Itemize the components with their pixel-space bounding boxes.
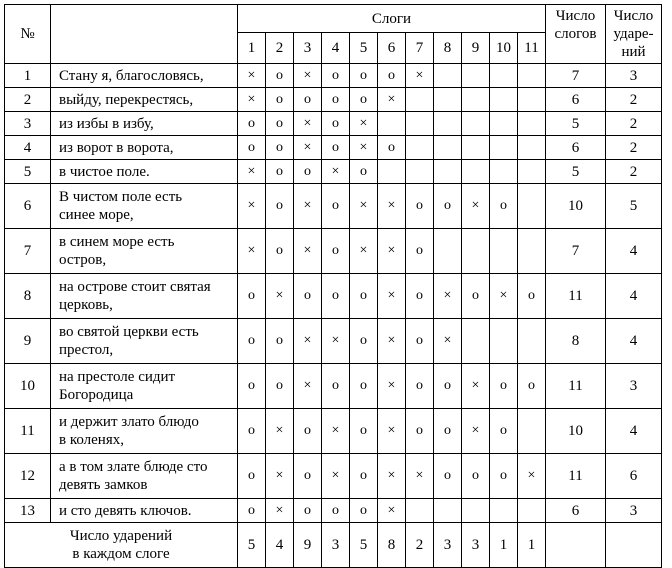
stress-count: 4 bbox=[606, 409, 662, 454]
row-number: 4 bbox=[5, 136, 51, 160]
unstressed-mark: о bbox=[434, 364, 462, 409]
verse-line-part: в синем море есть bbox=[59, 234, 175, 250]
syllable-count: 5 bbox=[546, 112, 606, 136]
empty-cell bbox=[518, 112, 546, 136]
unstressed-mark: о bbox=[322, 364, 350, 409]
verse-line-part: В чистом поле есть bbox=[59, 189, 183, 205]
row-number: 2 bbox=[5, 88, 51, 112]
verse-line bbox=[51, 454, 238, 499]
unstressed-mark: о bbox=[406, 409, 434, 454]
unstressed-mark: о bbox=[294, 499, 322, 523]
stressed-mark: × bbox=[378, 409, 406, 454]
stress-per-syllable: 4 bbox=[266, 523, 294, 568]
empty-cell bbox=[490, 499, 518, 523]
stress-per-syllable: 8 bbox=[378, 523, 406, 568]
stressed-mark: × bbox=[462, 184, 490, 229]
stress-count: 3 bbox=[606, 499, 662, 523]
empty-cell bbox=[490, 64, 518, 88]
syllable-number-11: 11 bbox=[518, 33, 546, 64]
empty-cell bbox=[462, 88, 490, 112]
verse-line bbox=[51, 88, 238, 112]
unstressed-mark: о bbox=[350, 64, 378, 88]
syllable-count: 6 bbox=[546, 136, 606, 160]
stress-count: 2 bbox=[606, 112, 662, 136]
stressed-mark: × bbox=[462, 409, 490, 454]
unstressed-mark: о bbox=[406, 274, 434, 319]
syllable-count: 6 bbox=[546, 88, 606, 112]
unstressed-mark: о bbox=[238, 112, 266, 136]
syllable-number-4: 4 bbox=[322, 33, 350, 64]
empty-cell bbox=[518, 64, 546, 88]
empty-cell bbox=[434, 160, 462, 184]
syllable-count: 7 bbox=[546, 64, 606, 88]
verse-line-part: остров, bbox=[59, 252, 107, 268]
syllable-count: 7 bbox=[546, 229, 606, 274]
syllable-count: 10 bbox=[546, 184, 606, 229]
empty-cell bbox=[490, 160, 518, 184]
unstressed-mark: о bbox=[350, 454, 378, 499]
verse-line bbox=[51, 364, 238, 409]
unstressed-mark: о bbox=[322, 274, 350, 319]
unstressed-mark: о bbox=[462, 274, 490, 319]
empty-cell bbox=[434, 64, 462, 88]
unstressed-mark: о bbox=[350, 88, 378, 112]
unstressed-mark: о bbox=[266, 184, 294, 229]
table-row bbox=[5, 319, 662, 364]
stress-per-syllable: 3 bbox=[434, 523, 462, 568]
row-number: 7 bbox=[5, 229, 51, 274]
row-number: 8 bbox=[5, 274, 51, 319]
stressed-mark: × bbox=[350, 136, 378, 160]
stressed-mark: × bbox=[518, 454, 546, 499]
verse-line bbox=[51, 274, 238, 319]
verse-line-part: из избы в избу, bbox=[59, 115, 154, 132]
empty-cell bbox=[490, 136, 518, 160]
stress-count: 4 bbox=[606, 229, 662, 274]
unstressed-mark: о bbox=[238, 136, 266, 160]
stressed-mark: × bbox=[294, 64, 322, 88]
verse-line bbox=[51, 319, 238, 364]
verse-line-part: Богородица bbox=[59, 387, 134, 403]
stressed-mark: × bbox=[294, 364, 322, 409]
unstressed-mark: о bbox=[434, 454, 462, 499]
stressed-mark: × bbox=[322, 409, 350, 454]
unstressed-mark: о bbox=[294, 409, 322, 454]
unstressed-mark: о bbox=[350, 274, 378, 319]
table-row bbox=[5, 160, 662, 184]
stress-per-syllable: 3 bbox=[322, 523, 350, 568]
empty-cell bbox=[546, 523, 606, 568]
unstressed-mark: о bbox=[238, 364, 266, 409]
syllable-number-9: 9 bbox=[462, 33, 490, 64]
unstressed-mark: о bbox=[322, 499, 350, 523]
unstressed-mark: о bbox=[490, 184, 518, 229]
table-row bbox=[5, 409, 662, 454]
verse-line bbox=[51, 499, 238, 523]
stress-count: 2 bbox=[606, 136, 662, 160]
stressed-mark: × bbox=[294, 319, 322, 364]
empty-cell bbox=[378, 160, 406, 184]
empty-cell bbox=[462, 319, 490, 364]
stress-per-syllable: 5 bbox=[350, 523, 378, 568]
unstressed-mark: о bbox=[518, 364, 546, 409]
stressed-mark: × bbox=[266, 409, 294, 454]
syllable-number-6: 6 bbox=[378, 33, 406, 64]
unstressed-mark: о bbox=[378, 136, 406, 160]
syllable-count: 11 bbox=[546, 364, 606, 409]
empty-cell bbox=[434, 136, 462, 160]
unstressed-mark: о bbox=[266, 229, 294, 274]
empty-cell bbox=[518, 319, 546, 364]
verse-line-part: Стану я, благословясь, bbox=[59, 67, 204, 84]
unstressed-mark: о bbox=[490, 409, 518, 454]
stress-per-syllable: 3 bbox=[462, 523, 490, 568]
unstressed-mark: о bbox=[350, 319, 378, 364]
empty-cell bbox=[434, 112, 462, 136]
table-row bbox=[5, 274, 662, 319]
stressed-mark: × bbox=[378, 184, 406, 229]
stressed-mark: × bbox=[378, 499, 406, 523]
unstressed-mark: о bbox=[462, 454, 490, 499]
unstressed-mark: о bbox=[294, 160, 322, 184]
stressed-mark: × bbox=[378, 364, 406, 409]
empty-cell bbox=[462, 499, 490, 523]
unstressed-mark: о bbox=[294, 454, 322, 499]
unstressed-mark: о bbox=[378, 64, 406, 88]
syllable-count: 5 bbox=[546, 160, 606, 184]
stressed-mark: × bbox=[238, 229, 266, 274]
verse-line-part: в чистое поле. bbox=[59, 163, 150, 180]
unstressed-mark: о bbox=[350, 160, 378, 184]
unstressed-mark: о bbox=[238, 319, 266, 364]
verse-line bbox=[51, 229, 238, 274]
verse-line-part: престол, bbox=[59, 342, 114, 358]
syllable-number-2: 2 bbox=[266, 33, 294, 64]
unstressed-mark: о bbox=[406, 229, 434, 274]
stress-per-syllable: 1 bbox=[518, 523, 546, 568]
empty-cell bbox=[406, 160, 434, 184]
stressed-mark: × bbox=[322, 454, 350, 499]
stressed-mark: × bbox=[378, 319, 406, 364]
unstressed-mark: о bbox=[266, 319, 294, 364]
stressed-mark: × bbox=[238, 64, 266, 88]
empty-cell bbox=[462, 160, 490, 184]
empty-cell bbox=[518, 88, 546, 112]
stress-per-syllable: 1 bbox=[490, 523, 518, 568]
verse-line-part: выйду, перекрестясь, bbox=[59, 91, 194, 108]
verse-line-part: из ворот в ворота, bbox=[59, 139, 174, 156]
stressed-mark: × bbox=[378, 274, 406, 319]
footer-label-part: в каждом слоге bbox=[72, 546, 170, 562]
stress-per-syllable: 5 bbox=[238, 523, 266, 568]
stressed-mark: × bbox=[322, 160, 350, 184]
empty-cell bbox=[406, 88, 434, 112]
unstressed-mark: о bbox=[322, 184, 350, 229]
stressed-mark: × bbox=[266, 454, 294, 499]
stressed-mark: × bbox=[378, 229, 406, 274]
verse-line-part: на острове стоит святая bbox=[59, 279, 211, 295]
empty-cell bbox=[490, 319, 518, 364]
stress-count: 5 bbox=[606, 184, 662, 229]
stressed-mark: × bbox=[322, 319, 350, 364]
syllable-stress-table bbox=[4, 4, 662, 568]
stress-per-syllable: 9 bbox=[294, 523, 322, 568]
stressed-mark: × bbox=[350, 229, 378, 274]
syllable-number-8: 8 bbox=[434, 33, 462, 64]
unstressed-mark: о bbox=[266, 160, 294, 184]
stressed-mark: × bbox=[350, 184, 378, 229]
stressed-mark: × bbox=[350, 112, 378, 136]
verse-line-part: девять замков bbox=[59, 477, 148, 493]
stressed-mark: × bbox=[294, 229, 322, 274]
empty-cell bbox=[518, 136, 546, 160]
verse-line-part: а в том злате блюде сто bbox=[59, 459, 208, 475]
stressed-mark: × bbox=[238, 184, 266, 229]
unstressed-mark: о bbox=[266, 64, 294, 88]
empty-cell bbox=[434, 88, 462, 112]
footer-label bbox=[5, 523, 238, 568]
unstressed-mark: о bbox=[434, 409, 462, 454]
stressed-mark: × bbox=[406, 64, 434, 88]
verse-line-part: и сто девять ключов. bbox=[59, 502, 192, 519]
verse-line-part: на престоле сидит bbox=[59, 369, 176, 385]
empty-cell bbox=[490, 112, 518, 136]
unstressed-mark: о bbox=[490, 454, 518, 499]
verse-line bbox=[51, 64, 238, 88]
stressed-mark: × bbox=[406, 454, 434, 499]
unstressed-mark: о bbox=[294, 274, 322, 319]
unstressed-mark: о bbox=[490, 364, 518, 409]
stressed-mark: × bbox=[490, 274, 518, 319]
stressed-mark: × bbox=[294, 112, 322, 136]
header-syllable-count: Число слогов bbox=[546, 5, 606, 64]
footer-label-part: Число ударений bbox=[69, 528, 173, 544]
stress-count: 2 bbox=[606, 160, 662, 184]
stress-count: 4 bbox=[606, 274, 662, 319]
stressed-mark: × bbox=[378, 454, 406, 499]
verse-line bbox=[51, 136, 238, 160]
table-row bbox=[5, 136, 662, 160]
syllable-number-1: 1 bbox=[238, 33, 266, 64]
row-number: 12 bbox=[5, 454, 51, 499]
stress-per-syllable: 2 bbox=[406, 523, 434, 568]
empty-cell bbox=[518, 160, 546, 184]
unstressed-mark: о bbox=[350, 364, 378, 409]
empty-cell bbox=[606, 523, 662, 568]
table-row bbox=[5, 229, 662, 274]
stressed-mark: × bbox=[238, 160, 266, 184]
stress-count: 3 bbox=[606, 64, 662, 88]
row-number: 9 bbox=[5, 319, 51, 364]
stressed-mark: × bbox=[462, 364, 490, 409]
empty-cell bbox=[518, 409, 546, 454]
unstressed-mark: о bbox=[350, 499, 378, 523]
verse-line-part: в коленях, bbox=[59, 432, 124, 448]
unstressed-mark: о bbox=[406, 184, 434, 229]
row-number: 3 bbox=[5, 112, 51, 136]
table-row bbox=[5, 64, 662, 88]
syllable-number-10: 10 bbox=[490, 33, 518, 64]
unstressed-mark: о bbox=[406, 319, 434, 364]
stressed-mark: × bbox=[294, 184, 322, 229]
table-row bbox=[5, 499, 662, 523]
empty-cell bbox=[462, 136, 490, 160]
empty-cell bbox=[518, 229, 546, 274]
header-syllables: Слоги bbox=[238, 5, 546, 33]
row-number: 5 bbox=[5, 160, 51, 184]
stress-count: 6 bbox=[606, 454, 662, 499]
stress-count: 2 bbox=[606, 88, 662, 112]
verse-line-part: синее море, bbox=[59, 207, 134, 223]
syllable-number-3: 3 bbox=[294, 33, 322, 64]
stressed-mark: × bbox=[434, 319, 462, 364]
unstressed-mark: о bbox=[238, 274, 266, 319]
table-row bbox=[5, 112, 662, 136]
empty-cell bbox=[518, 499, 546, 523]
empty-cell bbox=[406, 499, 434, 523]
verse-line bbox=[51, 112, 238, 136]
unstressed-mark: о bbox=[322, 64, 350, 88]
unstressed-mark: о bbox=[434, 184, 462, 229]
unstressed-mark: о bbox=[266, 112, 294, 136]
row-number: 6 bbox=[5, 184, 51, 229]
empty-cell bbox=[434, 229, 462, 274]
empty-cell bbox=[434, 499, 462, 523]
unstressed-mark: о bbox=[322, 88, 350, 112]
table-row bbox=[5, 364, 662, 409]
unstressed-mark: о bbox=[322, 136, 350, 160]
row-number: 11 bbox=[5, 409, 51, 454]
empty-cell bbox=[462, 64, 490, 88]
verse-line bbox=[51, 409, 238, 454]
unstressed-mark: о bbox=[294, 88, 322, 112]
footer-row bbox=[5, 523, 662, 568]
row-number: 10 bbox=[5, 364, 51, 409]
stress-count: 3 bbox=[606, 364, 662, 409]
header-text-column bbox=[51, 5, 238, 64]
syllable-number-5: 5 bbox=[350, 33, 378, 64]
stressed-mark: × bbox=[266, 274, 294, 319]
syllable-count: 11 bbox=[546, 274, 606, 319]
empty-cell bbox=[406, 136, 434, 160]
verse-line-part: и держит злато блюдо bbox=[59, 414, 199, 430]
unstressed-mark: о bbox=[322, 229, 350, 274]
empty-cell bbox=[490, 229, 518, 274]
syllable-number-7: 7 bbox=[406, 33, 434, 64]
row-number: 1 bbox=[5, 64, 51, 88]
stressed-mark: × bbox=[266, 499, 294, 523]
syllable-count: 8 bbox=[546, 319, 606, 364]
verse-line bbox=[51, 160, 238, 184]
empty-cell bbox=[406, 112, 434, 136]
unstressed-mark: о bbox=[238, 409, 266, 454]
empty-cell bbox=[518, 184, 546, 229]
row-number: 13 bbox=[5, 499, 51, 523]
verse-line bbox=[51, 184, 238, 229]
unstressed-mark: о bbox=[518, 274, 546, 319]
syllable-count: 6 bbox=[546, 499, 606, 523]
stressed-mark: × bbox=[378, 88, 406, 112]
syllable-count: 11 bbox=[546, 454, 606, 499]
unstressed-mark: о bbox=[238, 499, 266, 523]
unstressed-mark: о bbox=[238, 454, 266, 499]
unstressed-mark: о bbox=[266, 88, 294, 112]
stress-count: 4 bbox=[606, 319, 662, 364]
syllable-count: 10 bbox=[546, 409, 606, 454]
header-stress-count: Число ударе-ний bbox=[606, 5, 662, 64]
verse-line-part: во святой церкви есть bbox=[59, 324, 199, 340]
header-number: № bbox=[5, 5, 51, 64]
unstressed-mark: о bbox=[322, 112, 350, 136]
table-row bbox=[5, 88, 662, 112]
empty-cell bbox=[378, 112, 406, 136]
verse-line-part: церковь, bbox=[59, 297, 113, 313]
unstressed-mark: о bbox=[266, 364, 294, 409]
unstressed-mark: о bbox=[350, 409, 378, 454]
empty-cell bbox=[462, 112, 490, 136]
table-row bbox=[5, 454, 662, 499]
unstressed-mark: о bbox=[266, 136, 294, 160]
empty-cell bbox=[462, 229, 490, 274]
unstressed-mark: о bbox=[406, 364, 434, 409]
table-row bbox=[5, 184, 662, 229]
stressed-mark: × bbox=[434, 274, 462, 319]
stressed-mark: × bbox=[238, 88, 266, 112]
stressed-mark: × bbox=[294, 136, 322, 160]
empty-cell bbox=[490, 88, 518, 112]
